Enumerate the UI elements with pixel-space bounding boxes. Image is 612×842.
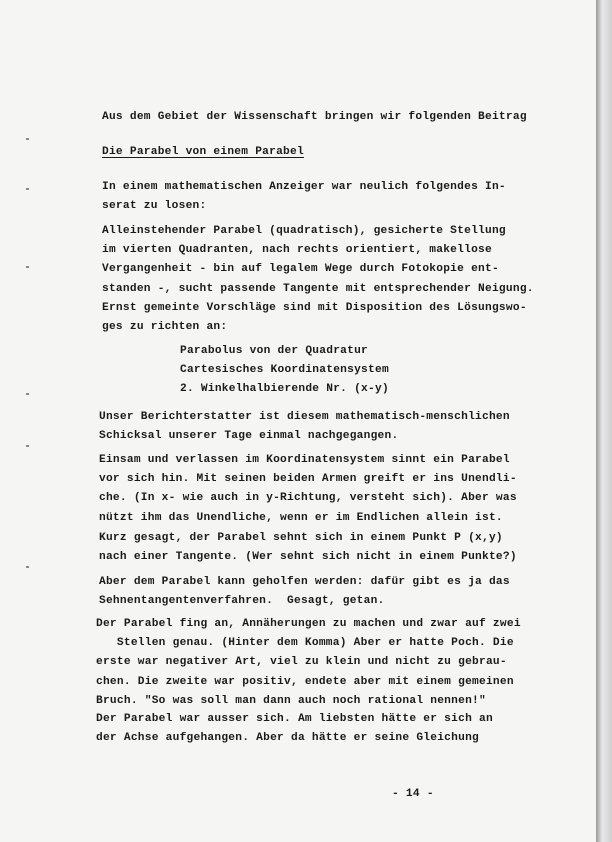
margin-mark [26,566,29,568]
paragraph: Kurz gesagt, der Parabel sehnt sich in einem Punkt P (x,y) nach einer Tangente. (Wer sehnt sich nicht in einem Punkte?) [99,532,517,564]
margin-mark [26,188,29,190]
address-block: Parabolus von der Quadratur Cartesisches Koordinatensystem 2. Winkelhalbierende Nr. (x-y) [180,345,389,396]
paragraph: Aber dem Parabel kann geholfen werden: dafür gibt es ja das Sehnentangentenverfahren. Gesagt, getan. [99,576,510,608]
paragraph: In einem mathematischen Anzeiger war neulich folgendes In- serat zu losen: [102,181,506,213]
margin-mark [26,445,29,447]
paragraph: Einsam und verlassen im Koordinatensystem sinnt ein Parabel vor sich hin. Mit seinen beiden Armen greift er ins Unendli- che. (In x- wie auch in y-Richtung, versteht sich). Aber was nützt ihm das Unendliche, wenn er im Endlichen allein ist. [99,454,517,524]
paragraph: Der Parabel war ausser sich. Am liebsten hätte er sich an der Achse aufgehangen. Aber da hätte er seine Gleichung [96,713,493,745]
margin-mark [26,138,29,140]
page-number: - 14 - [392,788,434,800]
paragraph: Unser Berichterstatter ist diesem mathematisch-menschlichen Schicksal unserer Tage einmal nachgegangen. [99,411,510,443]
article-title: Die Parabel von einem Parabel [102,146,304,158]
paragraph: Der Parabel fing an, Annäherungen zu machen und zwar auf zwei Stellen genau. (Hinter dem Komma) Aber er hatte Poch. Die erste war negativer Art, viel zu klein und nicht zu gebrau- chen. Die zweite war positiv, endete aber mit einem gemeinen Bruch. "So was soll man dann auch noch rational nennen!" [96,618,521,707]
page-edge [596,0,612,842]
intro-line: Aus dem Gebiet der Wissenschaft bringen wir folgenden Beitrag [102,111,527,123]
paragraph: Alleinstehender Parabel (quadratisch), gesicherte Stellung im vierten Quadranten, nach rechts orientiert, makellose Vergangenheit - bin auf legalem Wege durch Fotokopie ent- standen -, sucht passende Tangente mit entsprechender Neigung. Ernst gemeinte Vorschläge sind mit Disposition des Lösungswo- ges zu richten an: [102,225,534,334]
margin-mark [26,266,29,268]
margin-mark [26,393,29,395]
